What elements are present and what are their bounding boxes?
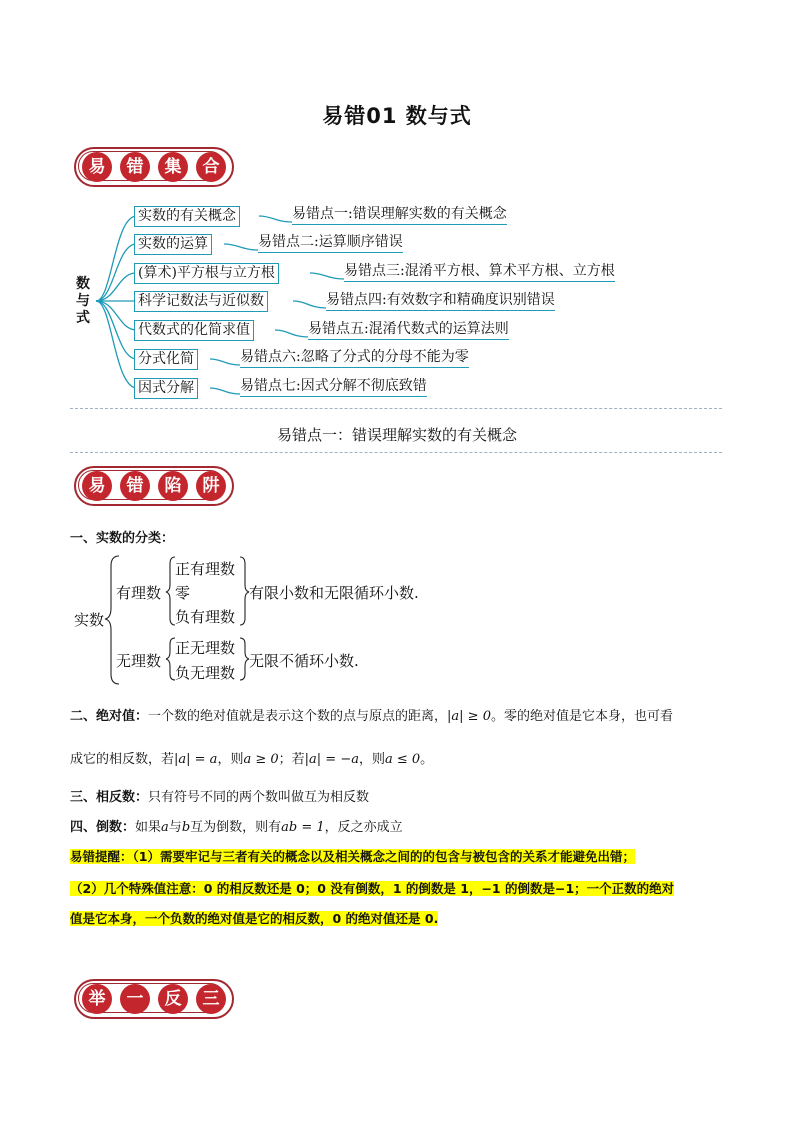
banner-char: 错: [120, 471, 150, 501]
mindmap-note: 易错点三:混淆平方根、算术平方根、立方根: [344, 262, 615, 282]
class-rational-item: 负有理数: [175, 608, 236, 626]
banner-char: 陷: [158, 471, 188, 501]
tip-line-1: 易错提醒：（1）需要牢记与三者有关的概念以及相关概念之间的的包含与被包含的关系才能避免出错；: [70, 849, 635, 864]
banner-practice: [74, 979, 234, 1019]
mindmap-topic: 因式分解: [134, 378, 198, 399]
mindmap-topic: 科学记数法与近似数: [134, 291, 268, 312]
mindmap-topic: 实数的有关概念: [134, 206, 240, 227]
mindmap-topic: 代数式的化简求值: [134, 320, 254, 341]
class-irrational: 无理数: [116, 652, 162, 670]
class-irrational-item: 正无理数: [175, 639, 236, 657]
banner-char: 合: [196, 152, 226, 182]
mindmap-topic: 分式化简: [134, 349, 198, 370]
banner-char: 集: [158, 152, 188, 182]
banner-char: 三: [196, 984, 226, 1014]
banner-char: 反: [158, 984, 188, 1014]
class-real: 实数: [74, 611, 105, 629]
mindmap-topic: 实数的运算: [134, 234, 212, 255]
mindmap-note: 易错点七:因式分解不彻底致错: [240, 377, 427, 397]
banner-char: 错: [120, 152, 150, 182]
class-irrational-note: 无限不循环小数.: [249, 652, 359, 670]
banner-char: 一: [120, 984, 150, 1014]
reciprocal-line: 四、倒数：如果a与b互为倒数，则有ab = 1，反之亦成立: [70, 820, 403, 835]
banner-char: 易: [82, 471, 112, 501]
banner-char: 举: [82, 984, 112, 1014]
class-irrational-item: 负无理数: [175, 664, 236, 682]
page-title: 易错01 数与式: [322, 104, 472, 128]
class-rational-note: 有限小数和无限循环小数.: [249, 584, 419, 602]
class-rational-item: 正有理数: [175, 560, 236, 578]
banner-char: 阱: [196, 471, 226, 501]
class-rational-item: 零: [175, 584, 191, 602]
absolute-value-line-2: 成它的相反数，若|a| = a，则a ≥ 0；若|a| = −a，则a ≤ 0。: [70, 752, 434, 767]
tip-line-2: （2）几个特殊值注意：0 的相反数还是 0；0 没有倒数，1 的倒数是 1，−1 的倒数是−1；一个正数的绝对: [70, 881, 675, 896]
banner-char: 易: [82, 152, 112, 182]
mindmap-root: 数与式: [76, 276, 90, 326]
opposite-number-line: 三、相反数：只有符号不同的两个数叫做互为相反数: [70, 790, 370, 805]
heading-classification: 一、实数的分类：: [70, 531, 175, 546]
class-rational: 有理数: [116, 584, 162, 602]
mindmap-note: 易错点二:运算顺序错误: [258, 233, 403, 253]
mindmap-note: 易错点一:错误理解实数的有关概念: [292, 205, 507, 225]
mindmap-topic: (算术)平方根与立方根: [134, 263, 279, 284]
tip-line-3: 值是它本身，一个负数的绝对值是它的相反数，0 的绝对值还是 0.: [70, 911, 439, 926]
absolute-value-line-1: 二、绝对值：一个数的绝对值就是表示这个数的点与原点的距离，|a| ≥ 0。零的绝对值是它本身，也可看: [70, 709, 673, 724]
mindmap-note: 易错点五:混淆代数式的运算法则: [308, 320, 509, 340]
mindmap-note: 易错点四:有效数字和精确度识别错误: [326, 291, 555, 311]
section-title: 易错点一：错误理解实数的有关概念: [276, 426, 517, 444]
mindmap-note: 易错点六:忽略了分式的分母不能为零: [240, 348, 469, 368]
